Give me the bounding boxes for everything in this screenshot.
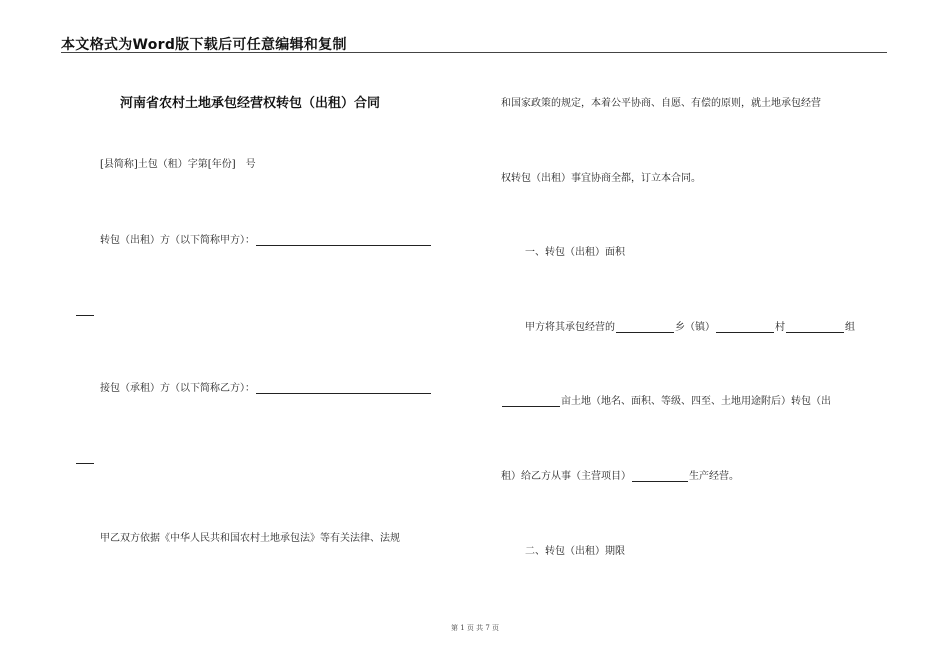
paragraph-continuation-1: 和国家政策的规定，本着公平协商、自愿、有偿的原则，就土地承包经营 <box>501 98 821 109</box>
section-1-purpose-line <box>501 467 739 482</box>
township-blank[interactable] <box>616 322 674 333</box>
reference-number: [县简称]土包（租）字第[年份] 号 <box>100 159 256 170</box>
s1-text-1: 甲方将其承包经营的 <box>525 322 615 333</box>
party-b-line <box>100 379 432 394</box>
page-number: 第 1 页 共 7 页 <box>450 624 500 632</box>
section-2-heading: 二、转包（出租）期限 <box>525 546 625 557</box>
party-b-label: 接包（承租）方（以下简称乙方）： <box>100 383 255 394</box>
section-1-location-line <box>525 318 855 333</box>
header-title: 本文格式为Word版下载后可任意编辑和复制 <box>61 37 347 53</box>
main-project-blank[interactable] <box>632 471 688 482</box>
party-a-blank[interactable] <box>256 235 431 246</box>
s1-text-7: 生产经营。 <box>689 471 739 482</box>
group-blank[interactable] <box>786 322 844 333</box>
party-a-label: 转包（出租）方（以下简称甲方）： <box>100 235 255 246</box>
s1-text-5: 亩土地（地名、面积、等级、四至、土地用途附后）转包（出 <box>561 396 831 407</box>
party-b-blank-continuation <box>76 463 94 464</box>
s1-text-6: 租）给乙方从事（主营项目） <box>501 471 631 482</box>
header-divider <box>61 52 887 53</box>
section-1-heading: 一、转包（出租）面积 <box>525 247 625 258</box>
paragraph-continuation-2: 权转包（出租）事宜协商全都，订立本合同。 <box>501 173 701 184</box>
party-a-blank-continuation <box>76 315 94 316</box>
village-blank[interactable] <box>716 322 774 333</box>
section-1-area-line <box>501 392 831 407</box>
party-a-line <box>100 231 432 246</box>
document-title: 河南省农村土地承包经营权转包（出租）合同 <box>120 96 381 111</box>
basis-paragraph: 甲乙双方依据《中华人民共和国农村土地承包法》等有关法律、法规 <box>100 533 400 544</box>
s1-text-4: 组 <box>845 322 855 333</box>
area-blank[interactable] <box>502 396 560 407</box>
s1-text-3: 村 <box>775 322 785 333</box>
party-b-blank[interactable] <box>256 383 431 394</box>
s1-text-2: 乡（镇） <box>675 322 715 333</box>
